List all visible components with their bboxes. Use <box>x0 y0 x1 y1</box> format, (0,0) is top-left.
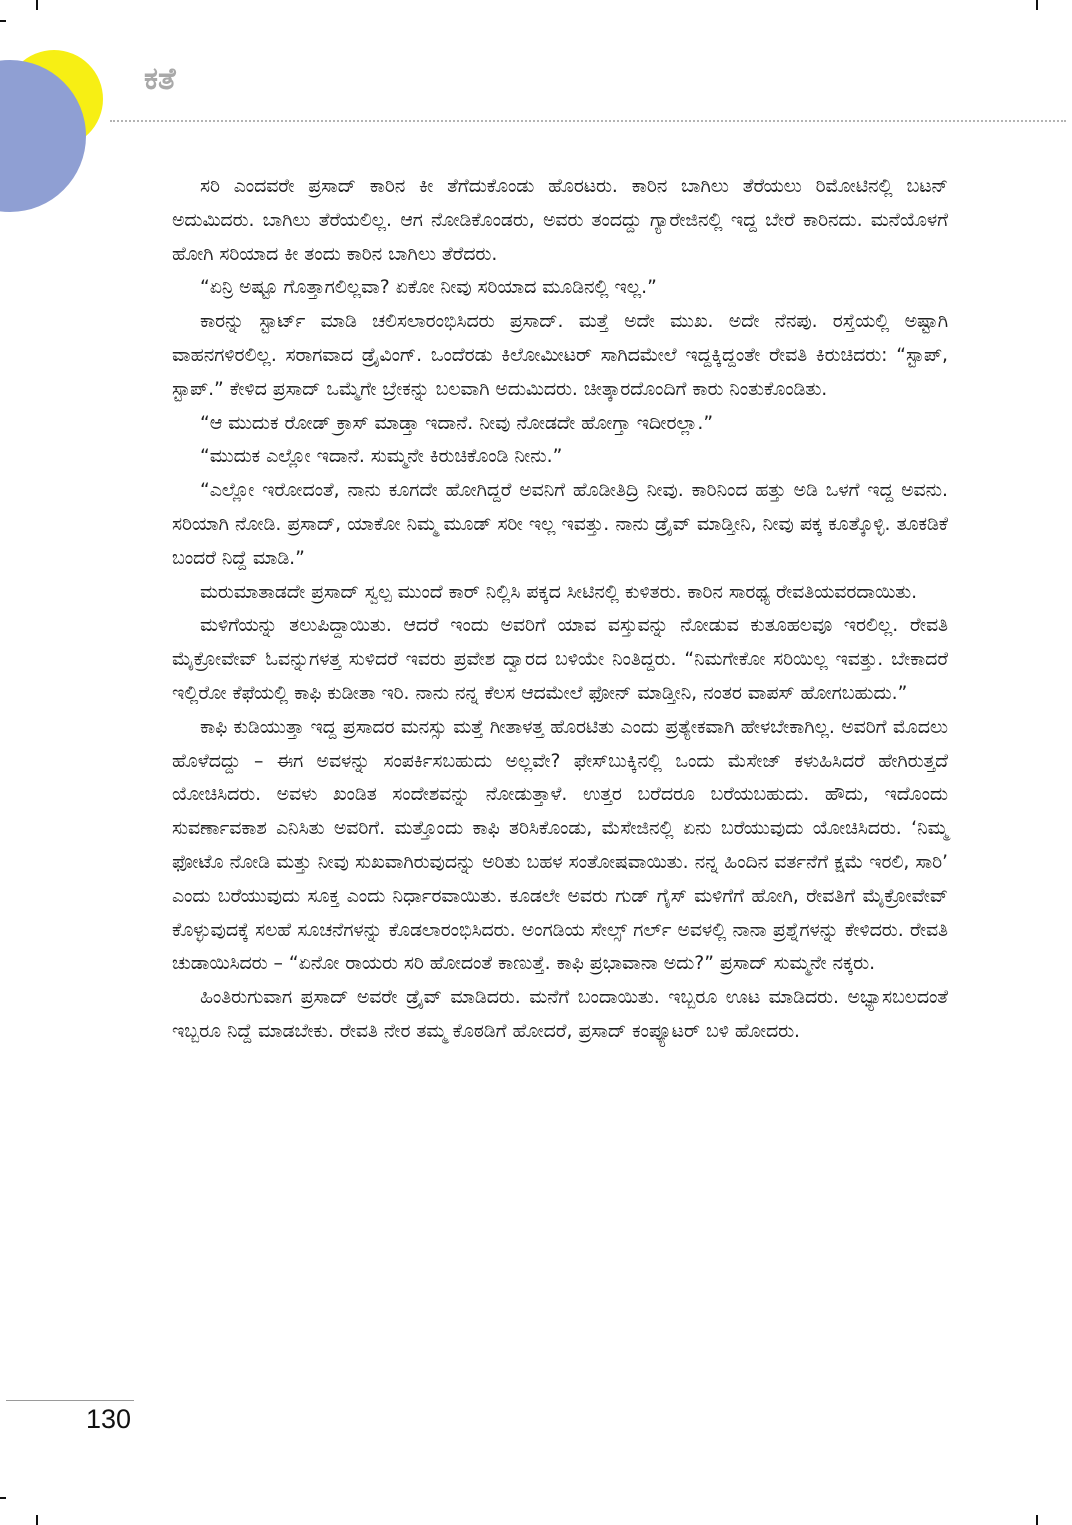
story-paragraph: ಸರಿ ಎಂದವರೇ ಪ್ರಸಾದ್ ಕಾರಿನ ಕೀ ತೆಗೆದುಕೊಂಡು ಹೊರಟರು. ಕಾರಿನ ಬಾಗಿಲು ತೆರೆಯಲು ರಿಮೋಟಿನಲ್ಲಿ ಬಟನ್ ಅದುಮಿದರು. ಬಾಗಿಲು ತೆರೆಯಲಿಲ್ಲ. ಆಗ ನೋಡಿಕೊಂಡರು, ಅವರು ತಂದದ್ದು ಗ್ಯಾರೇಜಿನಲ್ಲಿ ಇದ್ದ ಬೇರೆ ಕಾರಿನದು. ಮನೆಯೊಳಗೆ ಹೋಗಿ ಸರಿಯಾದ ಕೀ ತಂದು ಕಾರಿನ ಬಾಗಿಲು ತೆರೆದರು. <box>172 176 948 265</box>
crop-mark <box>1036 1515 1038 1525</box>
section-title: ಕತೆ <box>144 61 176 97</box>
story-paragraph: “ಆ ಮುದುಕ ರೋಡ್ ಕ್ರಾಸ್ ಮಾಡ್ತಾ ಇದಾನೆ. ನೀವು ನೋಡದೇ ಹೋಗ್ತಾ ಇದೀರಲ್ಲಾ.” <box>200 412 714 434</box>
crop-mark <box>0 20 6 22</box>
story-paragraph: ಮರುಮಾತಾಡದೇ ಪ್ರಸಾದ್ ಸ್ವಲ್ಪ ಮುಂದೆ ಕಾರ್ ನಿಲ್ಲಿಸಿ ಪಕ್ಕದ ಸೀಟಿನಲ್ಲಿ ಕುಳಿತರು. ಕಾರಿನ ಸಾರಥ್ಯ ರೇವತಿಯವರದಾಯಿತು. <box>200 581 918 603</box>
story-paragraph: ಮಳಿಗೆಯನ್ನು ತಲುಪಿದ್ದಾಯಿತು. ಆದರೆ ಇಂದು ಅವರಿಗೆ ಯಾವ ವಸ್ತುವನ್ನು ನೋಡುವ ಕುತೂಹಲವೂ ಇರಲಿಲ್ಲ. ರೇವತಿ ಮೈಕ್ರೋವೇವ್ ಓವನ್ನುಗಳತ್ತ ಸುಳಿದರೆ ಇವರು ಪ್ರವೇಶ ದ್ವಾರದ ಬಳಿಯೇ ನಿಂತಿದ್ದರು. “ನಿಮಗೇಕೋ ಸರಿಯಿಲ್ಲ ಇವತ್ತು. ಬೇಕಾದರೆ ಇಲ್ಲಿರೋ ಕೆಫೆಯಲ್ಲಿ ಕಾಫಿ ಕುಡೀತಾ ಇರಿ. ನಾನು ನನ್ನ ಕೆಲಸ ಆದಮೇಲೆ ಫೋನ್ ಮಾಡ್ತೀನಿ, ನಂತರ ವಾಪಸ್ ಹೋಗಬಹುದು.” <box>172 615 948 704</box>
story-paragraph: “ಮುದುಕ ಎಲ್ಲೋ ಇದಾನೆ. ಸುಮ್ಮನೇ ಕಿರುಚಿಕೊಂಡಿ ನೀನು.” <box>200 446 563 468</box>
story-paragraph: ಕಾಫಿ ಕುಡಿಯುತ್ತಾ ಇದ್ದ ಪ್ರಸಾದರ ಮನಸ್ಸು ಮತ್ತೆ ಗೀತಾಳತ್ತ ಹೊರಟಿತು ಎಂದು ಪ್ರತ್ಯೇಕವಾಗಿ ಹೇಳಬೇಕಾಗಿಲ್ಲ. ಅವರಿಗೆ ಮೊದಲು ಹೊಳೆದದ್ದು – ಈಗ ಅವಳನ್ನು ಸಂಪರ್ಕಿಸಬಹುದು ಅಲ್ಲವೇ? ಫೇಸ್‌ಬುಕ್ಕಿನಲ್ಲಿ ಒಂದು ಮೆಸೇಜ್ ಕಳುಹಿಸಿದರೆ ಹೇಗಿರುತ್ತದೆ ಯೋಚಿಸಿದರು. ಅವಳು ಖಂಡಿತ ಸಂದೇಶವನ್ನು ನೋಡುತ್ತಾಳೆ. ಉತ್ತರ ಬರೆದರೂ ಬರೆಯಬಹುದು. ಹೌದು, ಇದೊಂದು ಸುವರ್ಣಾವಕಾಶ ಎನಿಸಿತು ಅವರಿಗೆ. ಮತ್ತೊಂದು ಕಾಫಿ ತರಿಸಿಕೊಂಡು, ಮೆಸೇಜಿನಲ್ಲಿ ಏನು ಬರೆಯುವುದು ಯೋಚಿಸಿದರು. ‘ನಿಮ್ಮ ಫೋಟೊ ನೋಡಿ ಮತ್ತು ನೀವು ಸುಖವಾಗಿರುವುದನ್ನು ಅರಿತು ಬಹಳ ಸಂತೋಷವಾಯಿತು. ನನ್ನ ಹಿಂದಿನ ವರ್ತನೆಗೆ ಕ್ಷಮೆ ಇರಲಿ, ಸಾರಿ’ ಎಂದು ಬರೆಯುವುದು ಸೂಕ್ತ ಎಂದು ನಿರ್ಧಾರವಾಯಿತು. ಕೂಡಲೇ ಅವರು ಗುಡ್ ಗೈಸ್ ಮಳಿಗೆಗೆ ಹೋಗಿ, ರೇವತಿಗೆ ಮೈಕ್ರೋವೇವ್ ಕೊಳ್ಳುವುದಕ್ಕೆ ಸಲಹೆ ಸೂಚನೆಗಳನ್ನು ಕೊಡಲಾರಂಭಿಸಿದರು. ಅಂಗಡಿಯ ಸೇಲ್ಸ್ ಗರ್ಲ್ ಅವಳಲ್ಲಿ ನಾನಾ ಪ್ರಶ್ನೆಗಳನ್ನು ಕೇಳಿದರು. ರೇವತಿ ಚುಡಾಯಿಸಿದರು – “ಏನೋ ರಾಯರು ಸರಿ ಹೋದಂತೆ ಕಾಣುತ್ತೆ. ಕಾಫಿ ಪ್ರಭಾವಾನಾ ಅದು?” ಪ್ರಸಾದ್ ಸುಮ್ಮನೇ ನಕ್ಕರು. <box>172 716 948 975</box>
story-paragraph: “ಏನ್ರಿ ಅಷ್ಟೂ ಗೊತ್ತಾಗಲಿಲ್ಲವಾ? ಏಕೋ ನೀವು ಸರಿಯಾದ ಮೂಡಿನಲ್ಲಿ ಇಲ್ಲ.” <box>200 277 657 299</box>
footer-divider <box>6 1400 134 1401</box>
page-number: 130 <box>86 1404 132 1434</box>
crop-mark <box>36 1515 38 1525</box>
crop-mark <box>36 0 38 10</box>
story-paragraph: ಹಿಂತಿರುಗುವಾಗ ಪ್ರಸಾದ್ ಅವರೇ ಡ್ರೈವ್ ಮಾಡಿದರು. ಮನೆಗೆ ಬಂದಾಯಿತು. ಇಬ್ಬರೂ ಊಟ ಮಾಡಿದರು. ಅಭ್ಯಾಸಬಲದಂತೆ ಇಬ್ಬರೂ ನಿದ್ದೆ ಮಾಡಬೇಕು. ರೇವತಿ ನೇರ ತಮ್ಮ ಕೊಠಡಿಗೆ ಹೋದರೆ, ಪ್ರಸಾದ್ ಕಂಪ್ಯೂಟರ್ ಬಳಿ ಹೋದರು. <box>172 987 948 1042</box>
crop-mark <box>0 1497 6 1499</box>
story-body <box>172 170 948 1049</box>
story-paragraph: “ಎಲ್ಲೋ ಇರೋದಂತೆ, ನಾನು ಕೂಗದೇ ಹೋಗಿದ್ದರೆ ಅವನಿಗೆ ಹೊಡೀತಿದ್ರಿ ನೀವು. ಕಾರಿನಿಂದ ಹತ್ತು ಅಡಿ ಒಳಗೆ ಇದ್ದ ಅವನು. ಸರಿಯಾಗಿ ನೋಡಿ. ಪ್ರಸಾದ್, ಯಾಕೋ ನಿಮ್ಮ ಮೂಡ್ ಸರೀ ಇಲ್ಲ ಇವತ್ತು. ನಾನು ಡ್ರೈವ್ ಮಾಡ್ತೀನಿ, ನೀವು ಪಕ್ಕ ಕೂತ್ಕೊಳ್ಳಿ. ತೂಕಡಿಕೆ ಬಂದರೆ ನಿದ್ದೆ ಮಾಡಿ.” <box>172 480 948 569</box>
story-paragraph: ಕಾರನ್ನು ಸ್ಟಾರ್ಟ್ ಮಾಡಿ ಚಲಿಸಲಾರಂಭಿಸಿದರು ಪ್ರಸಾದ್. ಮತ್ತೆ ಅದೇ ಮುಖ. ಅದೇ ನೆನಪು. ರಸ್ತೆಯಲ್ಲಿ ಅಷ್ಟಾಗಿ ವಾಹನಗಳಿರಲಿಲ್ಲ. ಸರಾಗವಾದ ಡ್ರೈವಿಂಗ್. ಒಂದೆರಡು ಕಿಲೋಮೀಟರ್ ಸಾಗಿದಮೇಲೆ ಇದ್ದಕ್ಕಿದ್ದಂತೇ ರೇವತಿ ಕಿರುಚಿದರು: “ಸ್ಟಾಪ್, ಸ್ಟಾಪ್.” ಕೇಳಿದ ಪ್ರಸಾದ್ ಒಮ್ಮೆಗೇ ಬ್ರೇಕನ್ನು ಬಲವಾಗಿ ಅದುಮಿದರು. ಚೀತ್ಕಾರದೊಂದಿಗೆ ಕಾರು ನಿಂತುಕೊಂಡಿತು. <box>172 311 948 400</box>
header-dotted-divider <box>110 120 1066 122</box>
crop-mark <box>1036 0 1038 10</box>
